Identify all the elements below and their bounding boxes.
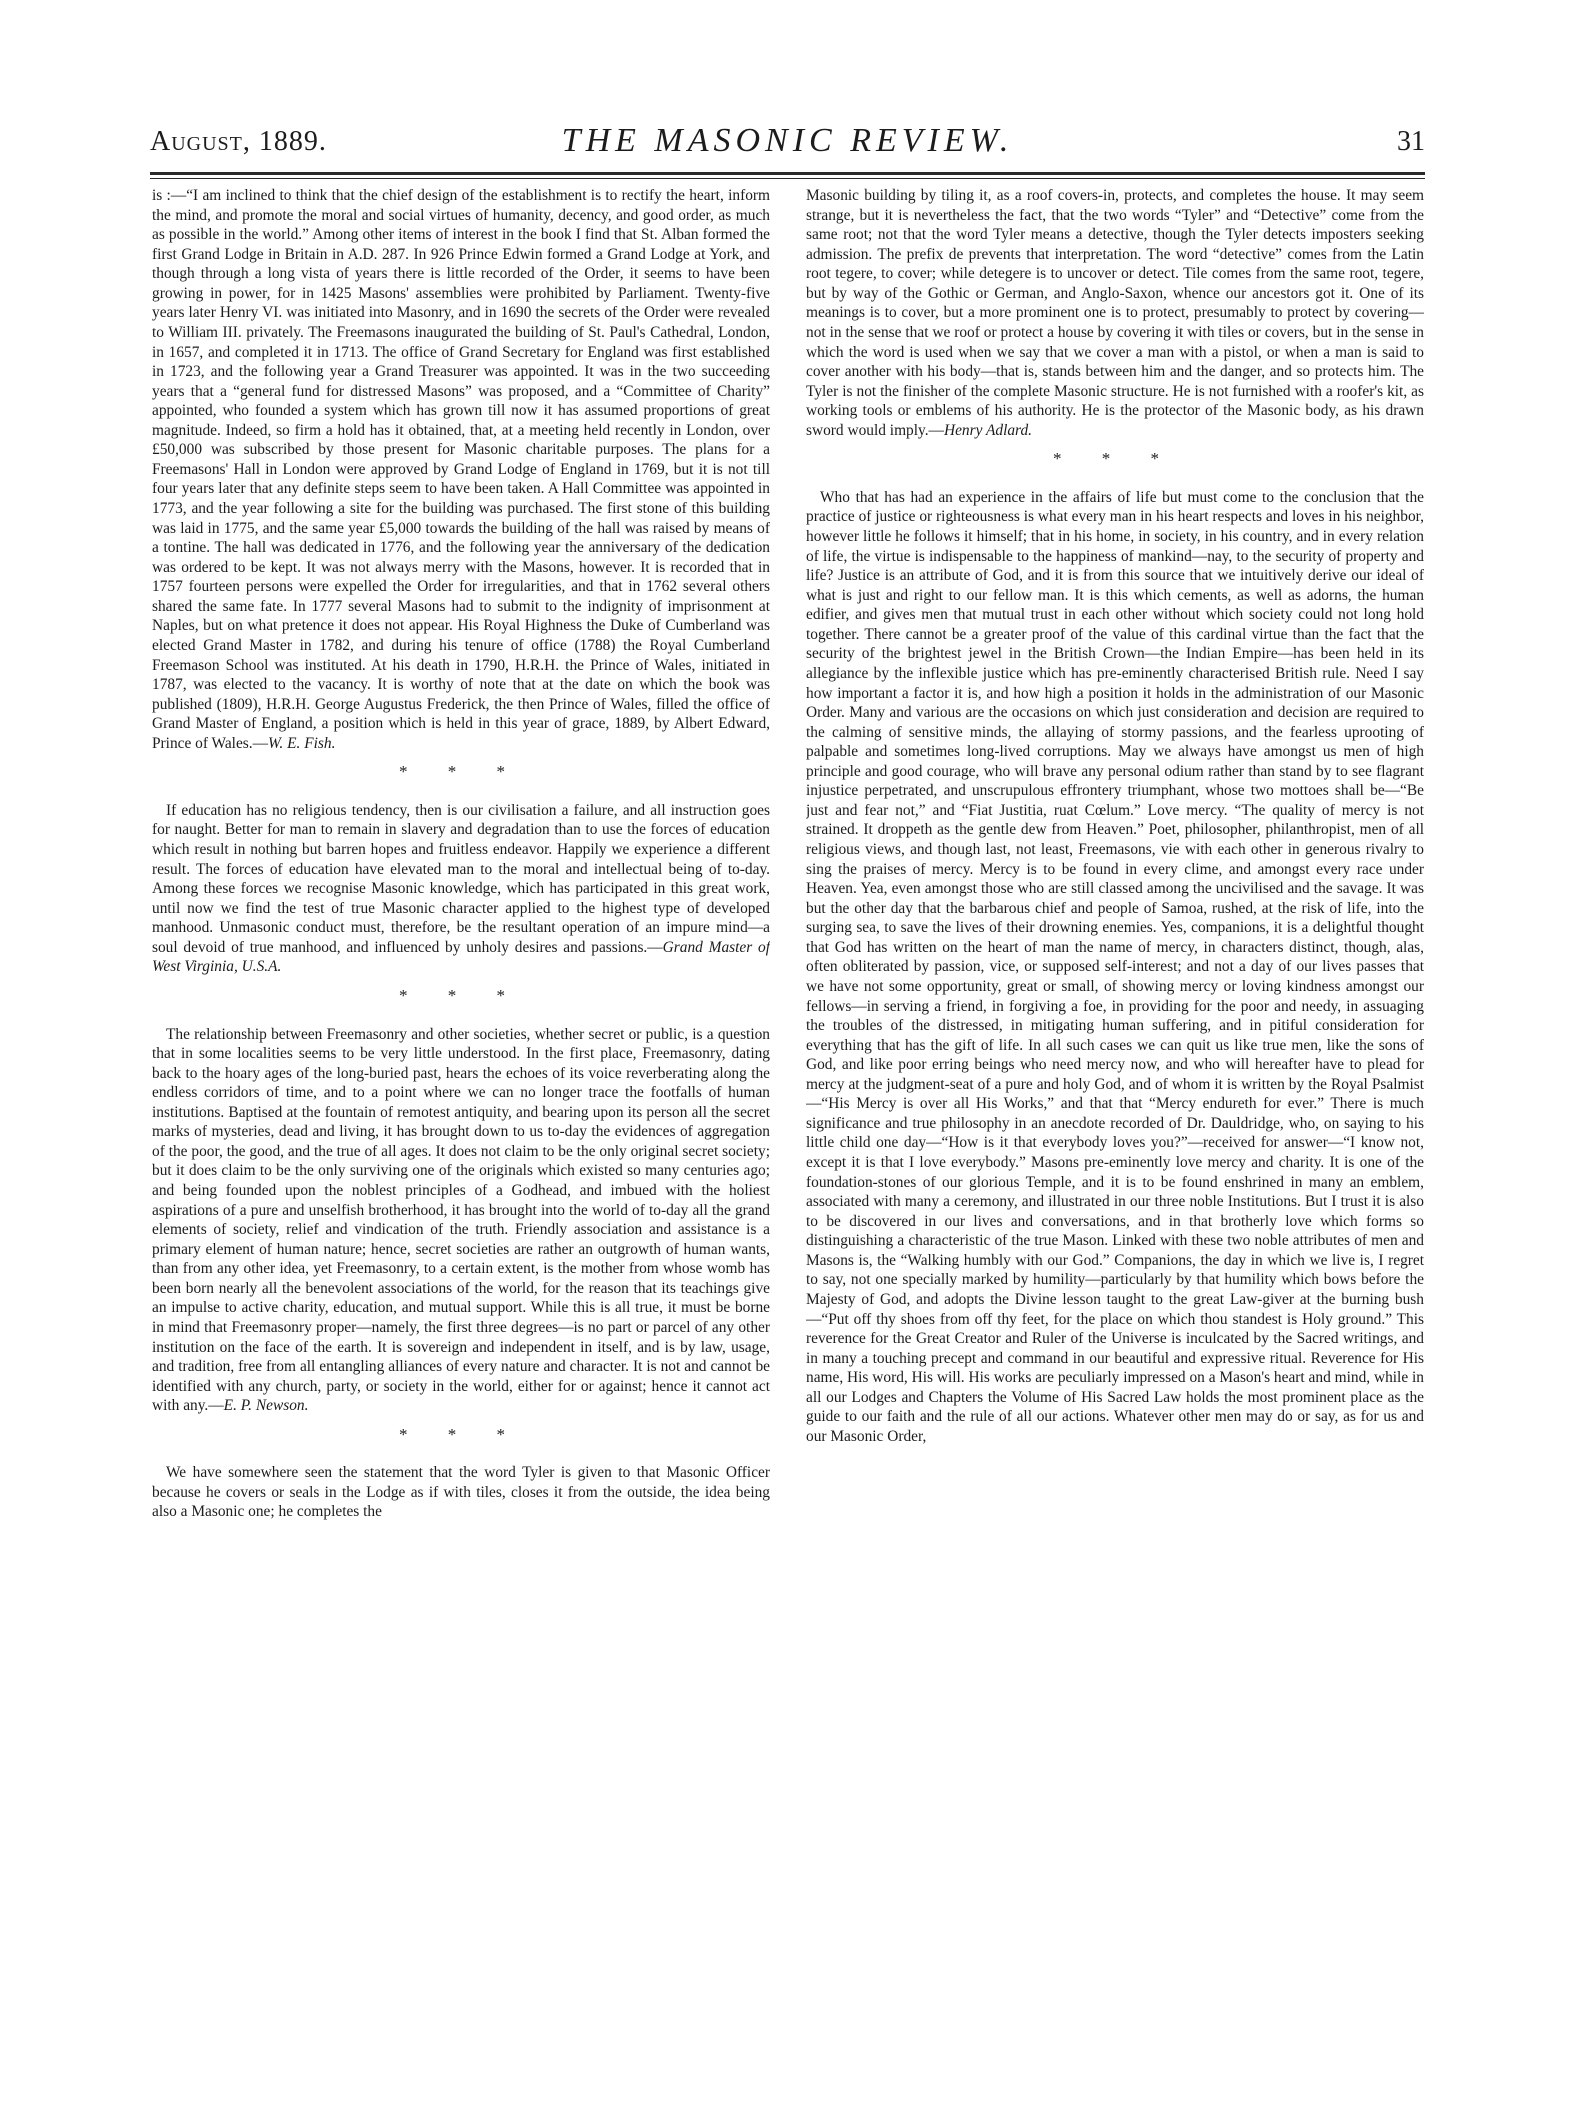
- article-byline: W. E. Fish.: [268, 734, 336, 752]
- right-column: [806, 186, 1424, 2076]
- header-rule-thin: [150, 178, 1425, 179]
- article-paragraph: If education has no religious tendency, then is our civilisation a failure, and all instruction goes for naught. Better for man to remain in slavery and degradation than to use the forces of education which result in nothing but barren hopes and fruitless endeavor. Happily we experience a different result. The forces of education have elevated man to the moral and intellectual being of to-day. Among these forces we recognise Masonic knowledge, which has participated in this great work, until now we find the test of true Masonic character applied to the highest type of developed manhood. Unmasonic conduct must, therefore, be the resultant operation of an impure mind—a soul devoid of true manhood, and influenced by unholy desires and passions.—Grand Master of West Virginia, U.S.A.: [152, 801, 770, 976]
- article-byline: E. P. Newson.: [223, 1397, 309, 1415]
- article-byline: Henry Adlard.: [943, 421, 1033, 439]
- article-byline: Grand Master of West Virginia, U.S.A.: [152, 938, 770, 976]
- article-paragraph: Who that has had an experience in the affairs of life but must come to the conclusion that the practice of justice or righteousness is what every man in his heart respects and loves in his neighbor, however little he follows it himself; that in his home, in society, in his country, and in every relation of life, the virtue is indispensable to the happiness of mankind—nay, to the security of property and life? Justice is an attribute of God, and it is from this source that we intuitively derive our ideal of what is just and right to our fellow man. It is this which cements, as well as adorns, the human edifier, and gives men that mutual trust in each other without which society could not long hold together. There cannot be a greater proof of the value of this cardinal virtue than the fact that the security of the brightest jewel in the British Crown—the Indian Empire—has been held in its allegiance by the inflexible justice which has pre-eminently characterised British rule. Need I say how important a factor it is, and how high a position it holds in the administration of our Masonic Order. Many and various are the occasions on which just consideration and decision are required to the calming of sensitive minds, the allaying of stormy passions, and the fearless uprooting of palpable and sometimes long-lived corruptions. May we always have amongst us men of high principle and good courage, who will brave any personal odium rather than stand by to see flagrant injustice perpetrated, and unscrupulous effrontery triumphant, whose two mottoes shall be—“Be just and fear not,” and “Fiat Justitia, ruat Cœlum.” Love mercy. “The quality of mercy is not strained. It droppeth as the gentle dew from Heaven.” Poet, philosopher, philanthropist, men of all religious views, and though last, not least, Freemasons, vie with each other in generous rivalry to sing the praises of mercy. Mercy is to be found in every clime, and amongst every race under Heaven. Yea, even amongst those who are still classed among the uncivilised and the savage. It was but the other day that the barbarous chief and people of Samoa, rushed, at the risk of life, into the surging sea, to save the lives of their drowning enemies. Yes, companions, it is a delightful thought that God has written on the heart of man the name of mercy, in characters distinct, though, alas, often obliterated by passion, vice, or supposed self-interest; and not a day of our lives passes that we have not some opportunity, great or small, of showing mercy or loving kindness amongst our fellows—in serving a friend, in forgiving a foe, in providing for the poor and needy, in assuaging the troubles of the distressed, in mitigating human suffering, and in pitiful consideration for everything that has the gift of life. In all such cases we can quit us like true men, like the sons of God, and like poor erring beings who need mercy now, and who will hereafter have to plead for mercy at the judgment-seat of a pure and holy God, and of whom it is written by the Royal Psalmist—“His Mercy is over all His Works,” and that that “Mercy endureth for ever.” There is much significance and true philosophy in an anecdote recorded of Dr. Dauldridge, who, on saying to his little child one day—“How is it that everybody loves you?”—received for answer—“I know not, except it is that I love everybody.” Masons pre-eminently love mercy and charity. It is one of the foundation-stones of our glorious Temple, and it is to be found enshrined in many an emblem, associated with many a ceremony, and illustrated in our three noble Institutions. But I trust it is also to be discovered in our lives and conversations, and in that brotherly love which forms so distinguishing a characteristic of the true Mason. Linked with these two noble attributes of men and Masons is, the “Walking humbly with our God.” Companions, the day in which we live is, I regret to say, not one specially marked by humility—particularly by that humility which bows before the Majesty of God, and adopts the Divine lesson taught to the great Law-giver at the burning bush—“Put off thy shoes from off thy feet, for the place on which thou standest is Holy ground.” This reverence for the Great Creator and Ruler of the Universe is inculcated by the Sacred writings, and in many a touching precept and command in our beautiful and expressive ritual. Reverence for His name, His word, His will. His works are peculiarly impressed on a Mason's heart and mind, while in all our Lodges and Chapters the Volume of His Sacred Law holds the most prominent place as the guide to our faith and the rule of all our actions. Whatever other men may do or say, as for us and our Masonic Order,: [806, 488, 1424, 1445]
- article-paragraph: is :—“I am inclined to think that the chief design of the establishment is to rectify the heart, inform the mind, and promote the moral and social virtues of humanity, decency, and good order, as much as possible in the world.” Among other items of interest in the book I find that St. Alban formed the first Grand Lodge in Britain in A.D. 287. In 926 Prince Edwin formed a Grand Lodge at York, and though through a long vista of years there is little recorded of the Order, it seems to have been growing in power, for in 1425 Masons' assemblies were prohibited by Parliament. Twenty-five years later Henry VI. was initiated into Masonry, and in 1690 the secrets of the Order were revealed to William III. privately. The Freemasons inaugurated the building of St. Paul's Cathedral, London, in 1657, and completed it in 1713. The office of Grand Secretary for England was first established in 1723, and the following year a Grand Treasurer was appointed. It was in the two succeeding years that a “general fund for distressed Masons” was proposed, and a “Committee of Charity” appointed, who founded a system which has grown till now it has assumed proportions of great magnitude. Indeed, so firm a hold has it obtained, that, at a meeting held recently in London, over £50,000 was subscribed by those present for Masonic charitable purposes. The plans for a Freemasons' Hall in London were approved by Grand Lodge of England in 1769, but it is not till four years later that any definite steps seem to have been taken. A Hall Committee was appointed in 1773, and the year following a site for the building was purchased. The first stone of this building was laid in 1775, and the same year £5,000 towards the building of the hall was raised by means of a tontine. The hall was dedicated in 1776, and the following year the anniversary of the dedication was ordered to be kept. It was not always merry with the Masons, however. It is recorded that in 1757 fourteen persons were expelled the Order for irregularities, and that in 1762 several others shared the same fate. In 1777 several Masons had to submit to the indignity of imprisonment at Naples, but on what pretence it does not appear. His Royal Highness the Duke of Cumberland was elected Grand Master in 1782, and during his tenure of office (1788) the Royal Cumberland Freemason School was instituted. At his death in 1790, H.R.H. the Prince of Wales, initiated in 1787, was elected to the vacancy. It is worthy of note that at the date on which the book was published (1809), H.R.H. George Augustus Frederick, the then Prince of Wales, filled the office of Grand Master of England, a position which is held in this year of grace, 1889, by Albert Edward, Prince of Wales.—W. E. Fish.: [152, 187, 770, 752]
- article-paragraph: The relationship between Freemasonry and other societies, whether secret or public, is a question that in some localities seems to be very little understood. In the first place, Freemasonry, dating back to the hoary ages of the long-buried past, hears the echoes of its voice reverberating along the endless corridors of time, and to a point where we can no longer trace the footfalls of human institutions. Baptised at the fountain of remotest antiquity, and bearing upon its person all the secret marks of mysteries, dead and living, it has brought down to us to-day the evidences of aggregation of the poor, the good, and the true of all ages. It does not claim to be the only original secret society; but it does claim to be the only surviving one of the originals which existed so many centuries ago; and being founded upon the noblest principles of a Godhead, and imbued with the holiest aspirations of a pure and unselfish brotherhood, it has brought into the world of to-day all the grand elements of society, relief and vindication of the truth. Friendly association and assistance is a primary element of human nature; hence, secret societies are rather an outgrowth of human wants, than from any other idea, yet Freemasonry, to a certain extent, is the mother from whose womb has been born nearly all the benevolent associations of the world, for the reason that its teachings give an impulse to active charity, education, and mutual support. While this is all true, it must be borne in mind that Freemasonry proper—namely, the first three degrees—is no part or parcel of any other institution on the face of the earth. It is sovereign and independent in itself, and is by law, usage, and tradition, free from all entangling alliances of every nature and character. It is not and cannot be identified with any church, party, or society in the world, either for or against; hence it cannot act with any.—E. P. Newson.: [152, 1025, 770, 1415]
- section-separator: * * *: [399, 1424, 523, 1444]
- article-paragraph: Masonic building by tiling it, as a roof covers-in, protects, and completes the house. It may seem strange, but it is nevertheless the fact, that the two words “Tyler” and “Detective” come from the same root; not that the word Tyler means a detective, though the Tyler detects imposters seeking admission. The prefix de prevents that interpretation. The word “detective” comes from the Latin root tegere, to cover; while detegere is to uncover or detect. Tile comes from the same root, tegere, but by way of the Gothic or German, and Anglo-Saxon, whence our ancestors got it. One of its meanings is to cover, but a more prominent one is to protect, presumably to protect by covering—not in the sense that we roof or protect a house by covering it with tiles or covers, but in the sense in which the word is used when we say that we cover a man with a pistol, or when a man is said to cover another with his body—that is, stands between him and the danger, and so protects him. The Tyler is not the finisher of the complete Masonic structure. He is not furnished with a roofer's kit, as working tools or emblems of his authority. He is the protector of the Masonic body, as his drawn sword would imply.—Henry Adlard.: [806, 187, 1424, 439]
- issue-date: August, 1889.: [150, 126, 327, 157]
- publication-title: THE MASONIC REVIEW.: [561, 122, 1014, 159]
- section-separator: * * *: [399, 762, 523, 782]
- section-separator: * * *: [399, 985, 523, 1005]
- section-separator: * * *: [1053, 449, 1177, 469]
- page-number: 31: [1397, 126, 1425, 157]
- article-paragraph: We have somewhere seen the statement that the word Tyler is given to that Masonic Officer because he covers or seals in the Lodge as if with tiles, closes it from the outside, the idea being also a Masonic one; he completes the: [152, 1464, 770, 1521]
- header-rule: [150, 172, 1425, 175]
- running-header: [150, 118, 1425, 170]
- left-column: [152, 186, 770, 2076]
